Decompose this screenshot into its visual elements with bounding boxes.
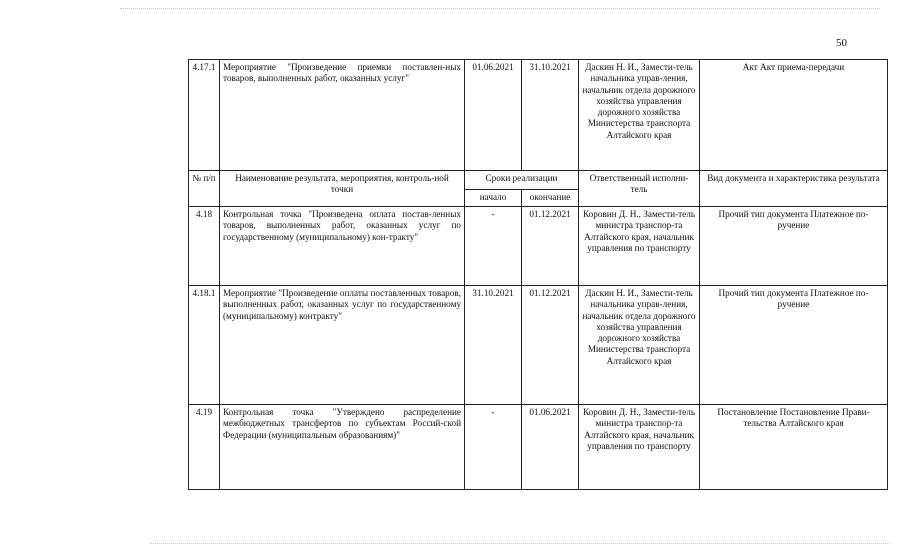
row-end-date: 01.12.2021 (522, 286, 579, 405)
row-start-date: 01.06.2021 (465, 60, 522, 171)
row-number: 4.18.1 (189, 286, 220, 405)
table-row (189, 60, 888, 171)
row-end-date: 01.06.2021 (522, 405, 579, 490)
row-responsible: Коровин Д. Н., Замести-тель министра транспор-та Алтайского края, начальник управления по транспорту (579, 405, 700, 490)
row-document: Прочий тип документа Платежное по-ручение (700, 207, 888, 286)
row-number: 4.18 (189, 207, 220, 286)
table-header-row (189, 171, 888, 190)
scan-edge-bottom (150, 543, 890, 544)
table-row (189, 286, 888, 405)
row-start-date: - (465, 405, 522, 490)
page-number: 50 (836, 37, 847, 49)
row-responsible: Коровин Д. Н., Замести-тель министра транспор-та Алтайского края, начальник управления по транспорту (579, 207, 700, 286)
row-number: 4.17.1 (189, 60, 220, 171)
row-name: Мероприятие "Произведение приемки поставлен-ных товаров, выполненных работ, оказанных услуг" (220, 60, 465, 171)
row-document: Постановление Постановление Прави-тельства Алтайского края (700, 405, 888, 490)
table-row (189, 207, 888, 286)
row-start-date: - (465, 207, 522, 286)
header-end: окончание (522, 190, 579, 207)
row-responsible: Даскин Н. И., Замести-тель начальника управ-ления, начальник отдела дорожного хозяйства управления дорожного хозяйства Министерства транспорта Алтайского края (579, 60, 700, 171)
row-end-date: 31.10.2021 (522, 60, 579, 171)
header-start: начало (465, 190, 522, 207)
row-start-date: 31.10.2021 (465, 286, 522, 405)
row-end-date: 01.12.2021 (522, 207, 579, 286)
header-name: Наименование результата, мероприятия, контроль-ной точки (220, 171, 465, 207)
row-document: Акт Акт приема-передачи (700, 60, 888, 171)
row-responsible: Даскин Н. И., Замести-тель начальника управ-ления, начальник отдела дорожного хозяйства управления дорожного хозяйства Министерства транспорта Алтайского края (579, 286, 700, 405)
row-name: Контрольная точка "Произведена оплата постав-ленных товаров, выполненных работ, оказанных услуг по государственному (муниципальному) кон-тракту" (220, 207, 465, 286)
row-name: Мероприятие "Произведение оплаты поставленных товаров, выполненных работ, оказанных услуг по государственному (муниципальному) контракту" (220, 286, 465, 405)
row-name: Контрольная точка "Утверждено распределение межбюджетных трансфертов по субъектам Россий-ской Федерации (муниципальным образованиям)" (220, 405, 465, 490)
row-document: Прочий тип документа Платежное по-ручение (700, 286, 888, 405)
table-row (189, 405, 888, 490)
scan-edge-top (120, 8, 880, 9)
row-number: 4.19 (189, 405, 220, 490)
header-number: № п/п (189, 171, 220, 207)
header-responsible: Ответственный исполни-тель (579, 171, 700, 207)
header-document-type: Вид документа и характеристика результата (700, 171, 888, 207)
header-terms: Сроки реализации (465, 171, 579, 190)
plan-table (188, 59, 888, 490)
